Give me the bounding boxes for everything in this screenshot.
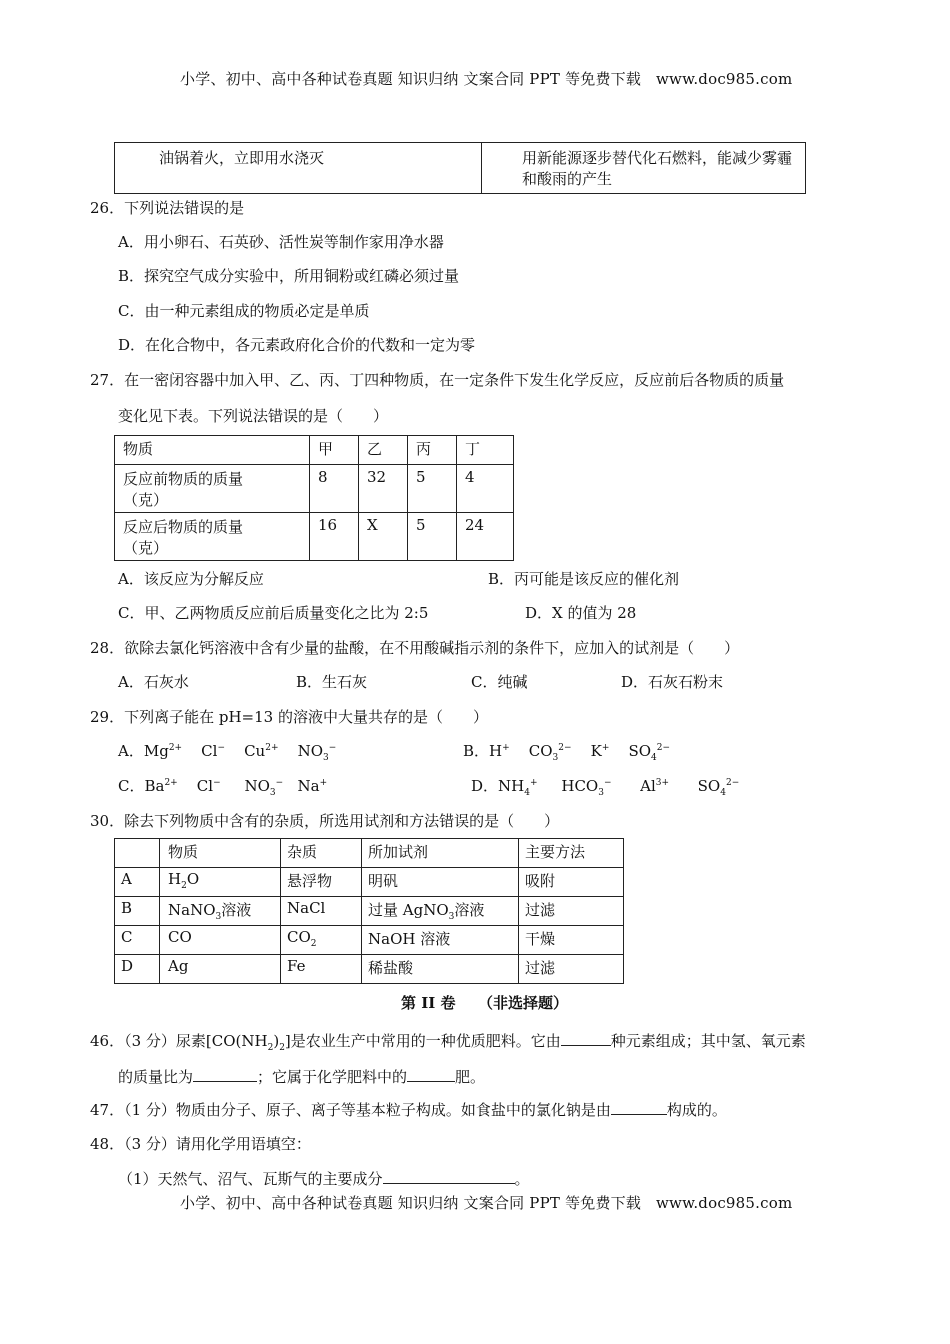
- footer-text: 小学、初中、高中各种试卷真题 知识归纳 文案合同 PPT 等免费下载: [180, 1194, 642, 1212]
- q27-header-ding: 丁: [457, 436, 514, 465]
- q27-cell: X: [359, 513, 408, 561]
- q27-table: [114, 435, 514, 561]
- q30-row-key: D: [115, 955, 160, 984]
- q27-cell: 5: [408, 465, 457, 513]
- q27-header-bing: 丙: [408, 436, 457, 465]
- top-table-right: 用新能源逐步替代化石燃料，能减少雾霾 和酸雨的产生: [482, 143, 806, 194]
- q30-impurity-co2: $CO_2$: [281, 926, 362, 955]
- q30-reagent: 稀盐酸: [362, 955, 519, 984]
- q27-option-d: D．X 的值为 28: [525, 604, 637, 622]
- q30-table: [114, 838, 624, 984]
- q48-sub1: （1）天然气、沼气、瓦斯气的主要成分 。: [118, 1170, 530, 1188]
- page-footer: [180, 1192, 792, 1213]
- q30-substance: Ag: [160, 955, 281, 984]
- q46-blank-1[interactable]: [561, 1031, 611, 1046]
- q30-method: 过滤: [519, 955, 624, 984]
- footer-site: www.doc985.com: [655, 1194, 793, 1212]
- q30-impurity: 悬浮物: [281, 868, 362, 897]
- q26-stem: 26．下列说法错误的是: [90, 199, 245, 217]
- q48-blank-1[interactable]: [383, 1169, 515, 1184]
- q48-stem: 48．（3 分）请用化学用语填空：: [90, 1135, 311, 1153]
- q30-substance-h2o: $H_2O$: [160, 868, 281, 897]
- q27-cell: 8: [310, 465, 359, 513]
- q27-row-after-label: 反应后物质的质量 （克）: [115, 513, 310, 561]
- q46-blank-3[interactable]: [407, 1067, 455, 1082]
- q46-blank-2[interactable]: [193, 1067, 257, 1082]
- q30-stem: 30．除去下列物质中含有的杂质，所选用试剂和方法错误的是（ ）: [90, 812, 560, 830]
- q30-reagent: 明矾: [362, 868, 519, 897]
- top-table-left: 油锅着火，立即用水浇灭: [115, 143, 482, 194]
- q30-method: 吸附: [519, 868, 624, 897]
- q27-cell: 4: [457, 465, 514, 513]
- q27-row-before-label: 反应前物质的质量 （克）: [115, 465, 310, 513]
- q26-option-c: C．由一种元素组成的物质必定是单质: [118, 302, 370, 320]
- q30-substance: CO: [160, 926, 281, 955]
- q46-line1: 46．（3 分）尿素$[CO(NH_2)_2]$是农业生产中常用的一种优质肥料。它由 种元素组成；其中氢、氧元素: [90, 1032, 806, 1053]
- q30-header-substance: 物质: [160, 839, 281, 868]
- q27-cell: 32: [359, 465, 408, 513]
- q29-option-d: D．$NH_4^+$ $HCO_3^-$ $Al^{3+}$ $SO_4^{2-}$: [471, 777, 740, 798]
- q29-option-a: A．$Mg^{2+}$ Cl− $Cu^{2+}$ $NO_3^-$: [118, 742, 337, 763]
- q28-option-a: A．石灰水: [118, 673, 189, 691]
- q30-header-key: [115, 839, 160, 868]
- q27-header-jia: 甲: [310, 436, 359, 465]
- q27-cell: 16: [310, 513, 359, 561]
- header-text: 小学、初中、高中各种试卷真题 知识归纳 文案合同 PPT 等免费下载: [180, 70, 642, 88]
- q27-stem-line2: 变化见下表。下列说法错误的是（ ）: [118, 407, 389, 425]
- q29-option-c: C．$Ba^{2+}$ Cl− $NO_3^-$ Na+: [118, 777, 328, 798]
- q27-cell: 5: [408, 513, 457, 561]
- page-header: [180, 68, 792, 89]
- q27-cell: 24: [457, 513, 514, 561]
- q47: 47．（1 分）物质由分子、原子、离子等基本粒子构成。如食盐中的氯化钠是由 构成的。: [90, 1101, 727, 1119]
- q46-line2: 的质量比为 ；它属于化学肥料中的 肥。: [118, 1068, 486, 1086]
- q30-header-reagent: 所加试剂: [362, 839, 519, 868]
- q28-stem: 28．欲除去氯化钙溶液中含有少量的盐酸，在不用酸碱指示剂的条件下，应加入的试剂是（ ）: [90, 639, 740, 657]
- q30-impurity: Fe: [281, 955, 362, 984]
- q28-option-c: C．纯碱: [471, 673, 528, 691]
- q29-stem: 29．下列离子能在 pH=13 的溶液中大量共存的是（ ）: [90, 708, 488, 726]
- q27-option-b: B．丙可能是该反应的催化剂: [488, 570, 680, 588]
- q28-option-b: B．生石灰: [296, 673, 368, 691]
- q30-method: 过滤: [519, 897, 624, 926]
- q28-option-d: D．石灰石粉末: [621, 673, 724, 691]
- q30-row-key: C: [115, 926, 160, 955]
- q47-blank[interactable]: [611, 1100, 667, 1115]
- q27-header-yi: 乙: [359, 436, 408, 465]
- top-table: [114, 142, 806, 194]
- q30-row-key: A: [115, 868, 160, 897]
- q27-header-substance: 物质: [115, 436, 310, 465]
- q30-substance-nano3: NaNO$_3$溶液: [160, 897, 281, 926]
- q30-header-method: 主要方法: [519, 839, 624, 868]
- q30-reagent: NaOH 溶液: [362, 926, 519, 955]
- q26-option-b: B．探究空气成分实验中，所用铜粉或红磷必须过量: [118, 267, 460, 285]
- q30-reagent-agno3: 过量 AgNO$_3$溶液: [362, 897, 519, 926]
- q30-method: 干燥: [519, 926, 624, 955]
- q26-option-d: D．在化合物中，各元素政府化合价的代数和一定为零: [118, 336, 476, 354]
- q30-header-impurity: 杂质: [281, 839, 362, 868]
- q30-impurity: NaCl: [281, 897, 362, 926]
- q26-option-a: A．用小卵石、石英砂、活性炭等制作家用净水器: [118, 233, 444, 251]
- q27-option-c: C．甲、乙两物质反应前后质量变化之比为 2:5: [118, 604, 429, 622]
- header-site: www.doc985.com: [655, 70, 793, 88]
- q29-option-b: B．H+ $CO_3^{2-}$ K+ $SO_4^{2-}$: [463, 742, 671, 763]
- section-heading: 第 II 卷 （非选择题）: [401, 994, 568, 1012]
- q27-stem-line1: 27．在一密闭容器中加入甲、乙、丙、丁四种物质，在一定条件下发生化学反应，反应前后各物质的质量: [90, 371, 785, 389]
- q30-row-key: B: [115, 897, 160, 926]
- q27-option-a: A．该反应为分解反应: [118, 570, 264, 588]
